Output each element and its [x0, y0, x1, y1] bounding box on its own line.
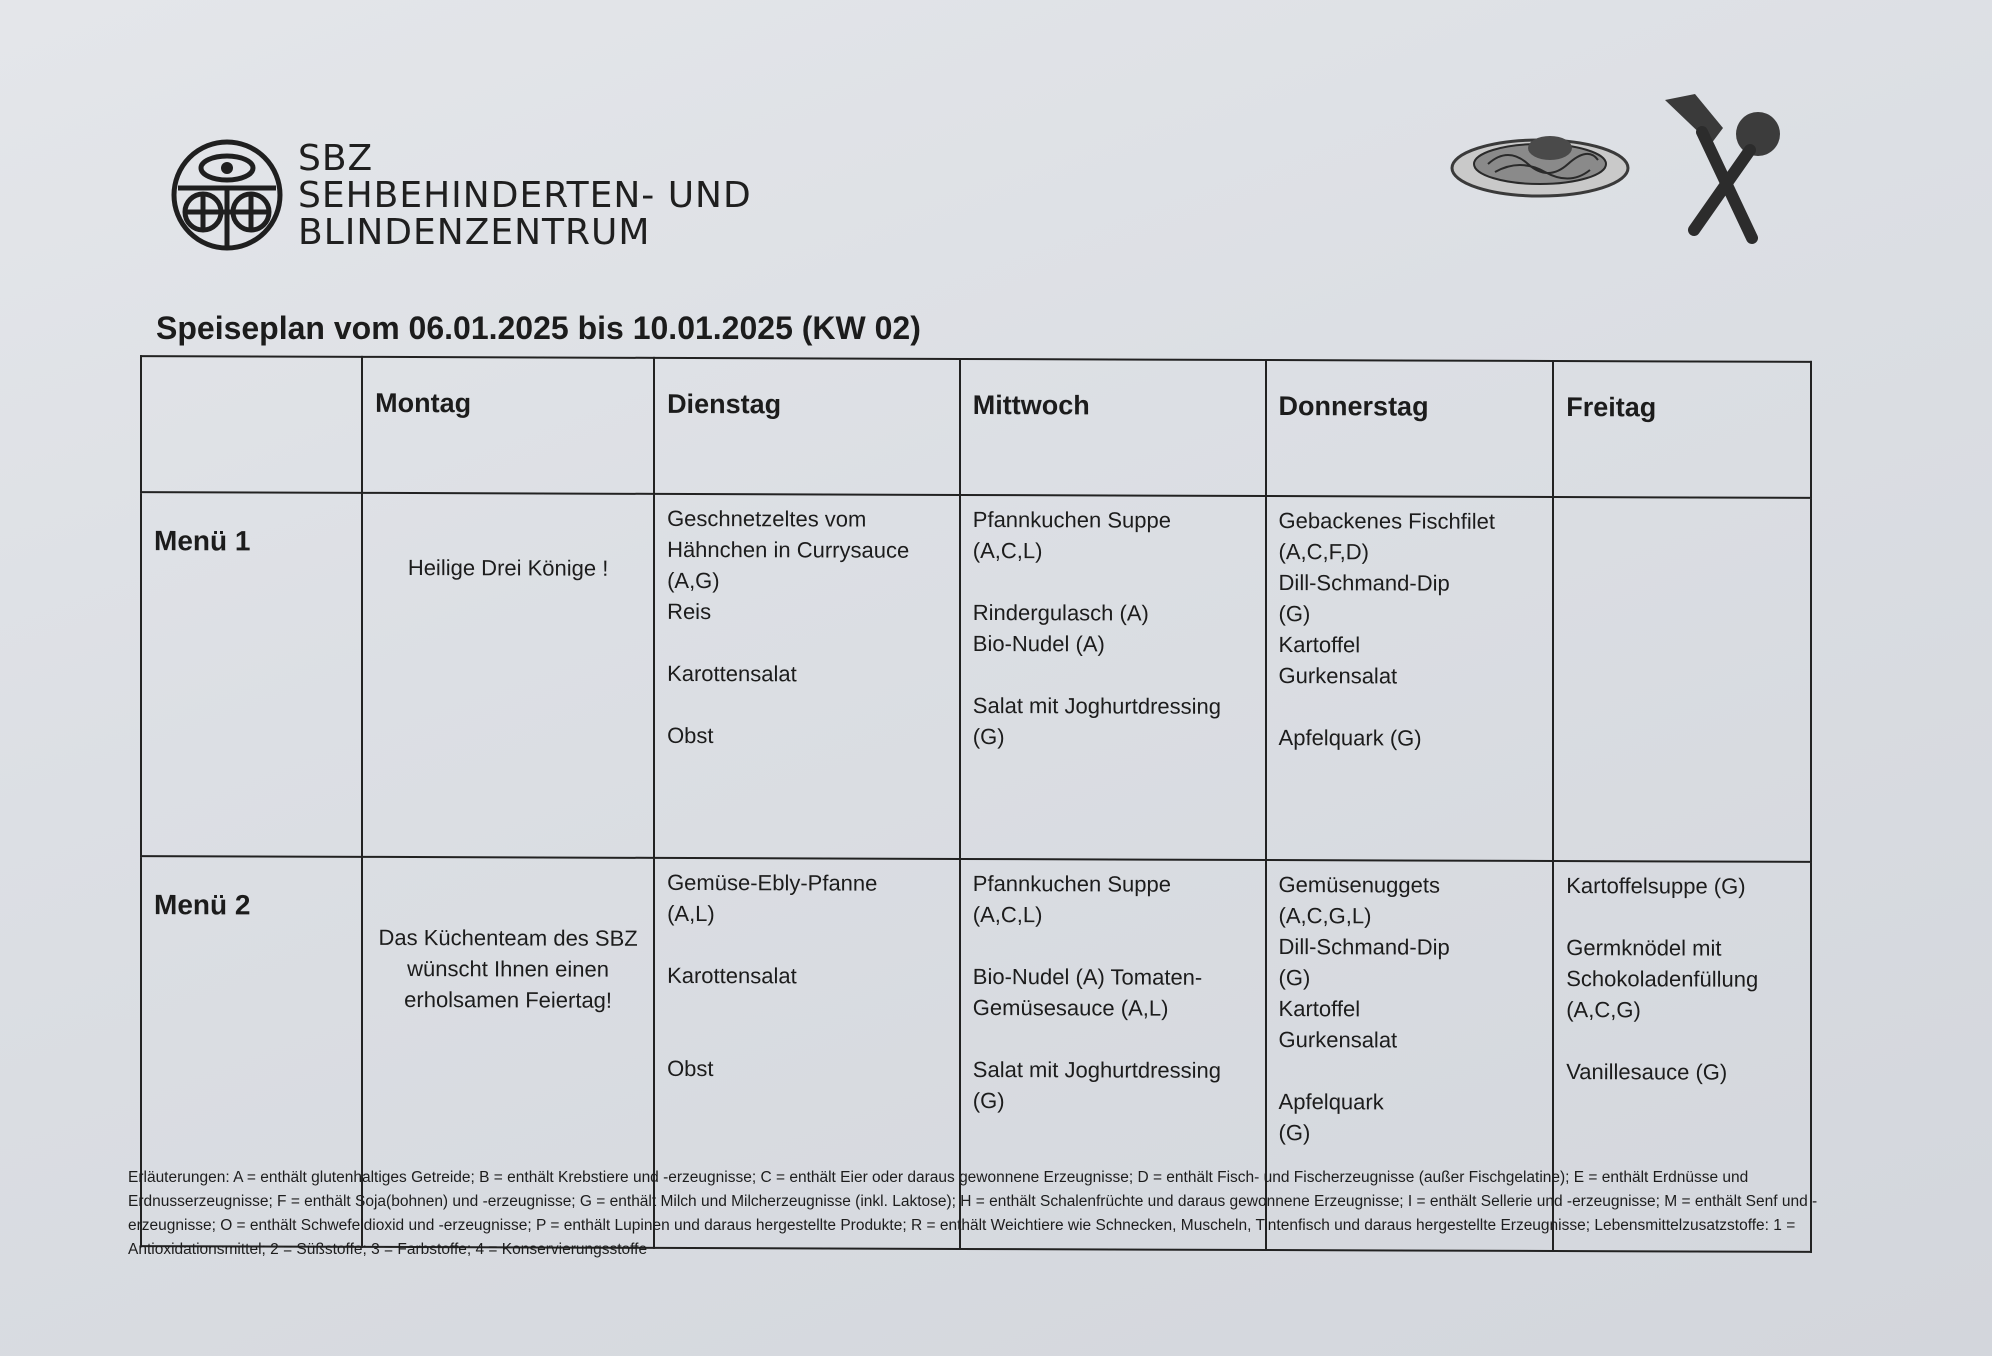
dish-line: Gemüsesauce (A,L) — [972, 994, 1169, 1021]
cell-spacer — [1279, 691, 1541, 723]
table-header-row — [141, 356, 1811, 498]
row-label-menu-1: Menü 1 — [141, 492, 362, 857]
dish-line: Bio-Nudel (A) Tomaten- — [972, 963, 1203, 990]
dish-line: Pfannkuchen Suppe — [972, 870, 1171, 897]
cell-spacer — [667, 929, 947, 961]
dish-line: Geschnetzeltes vom — [667, 505, 867, 532]
dish-line: Gemüsenuggets — [1278, 872, 1440, 898]
menu1-mittwoch-cell — [960, 495, 1266, 860]
dish-line: Pfannkuchen Suppe — [972, 506, 1171, 533]
dish-line: Gebackenes Fischfilet — [1278, 508, 1495, 534]
dish-line: Salat mit Joghurtdressing — [972, 1056, 1222, 1083]
dish-line: (A,L) — [667, 900, 715, 927]
dish-line: (A,C,L) — [972, 537, 1043, 564]
dish-line: Reis — [667, 598, 712, 625]
logo-line-3: BLINDENZENTRUM — [298, 211, 651, 253]
dish-line: (G) — [1278, 1120, 1311, 1146]
header-donnerstag: Donnerstag — [1266, 360, 1554, 497]
cell-spacer — [667, 689, 947, 721]
dish-line: Gemüse-Ebly-Pfanne — [667, 869, 878, 896]
dish-line: Germknödel mit — [1566, 935, 1722, 961]
dish-line: Schokoladenfüllung — [1566, 966, 1759, 992]
allergen-legend: Erläuterungen: A = enthält glutenhaltiges Getreide; B = enthält Krebstiere und -erzeugnisse; C = enthält Eier oder daraus gewonnene Erzeugnisse; D = enthält Fisch- und Fischerzeugnisse (außer Fischgelatine); E = enthält Erdnüsse und Erdnusserzeugnisse; F = enthält Soja(bohnen) und -erzeugnisse; G = enthält Milch und Milcherzeugnisse (inkl. Laktose); H = enthält Schalenfrüchte und daraus gewonnene Erzeugnisse; I = enthält Sellerie und -erzeugnisse; M = enthält Senf und -erzeugnisse; O = enthält Schwefeldioxid und -erzeugnisse; P = enthält Lupinen und daraus hergestellte Produkte; R = enthält Weichtiere wie Schnecken, Muscheln, Tintenfisch und daraus hergestellte Erzeugnisse; Lebensmittelzusatzstoffe: 1 = Antioxidationsmittel; 2 = Süßstoffe; 3 = Farbstoffe; 4 = Konservierungsstoffe — [128, 1169, 1818, 1258]
cell-spacer — [1566, 1025, 1798, 1057]
dish-line: (G) — [972, 1087, 1005, 1114]
dish-line: (A,C,F,D) — [1278, 539, 1369, 565]
menu1-donnerstag-cell — [1266, 496, 1554, 861]
dish-line: (G) — [1278, 965, 1311, 991]
logo-wordmark — [298, 137, 752, 253]
dish-line: Gurkensalat — [1278, 1027, 1398, 1053]
dish-line: Karottensalat — [667, 962, 797, 989]
dish-line: Kartoffel — [1278, 632, 1361, 658]
dish-line: Obst — [667, 1055, 714, 1082]
header-mittwoch: Mittwoch — [960, 359, 1266, 496]
dish-line: (G) — [1278, 601, 1311, 627]
menu1-dienstag-cell — [654, 494, 960, 859]
dish-line: (A,C,L) — [972, 901, 1043, 928]
menu1-freitag-cell — [1553, 497, 1811, 862]
row-label-menu-2: Menü 2 — [141, 856, 362, 1247]
dish-line: wünscht Ihnen einen — [407, 956, 609, 982]
cell-spacer — [973, 1023, 1253, 1055]
dish-line: Rindergulasch (A) — [972, 599, 1149, 626]
logo-line-1: SBZ — [298, 137, 374, 179]
dish-line: Hähnchen in Currysauce — [667, 536, 910, 563]
dish-line: Bio-Nudel (A) — [972, 630, 1105, 657]
page-title: Speiseplan vom 06.01.2025 bis 10.01.2025 (KW 02) — [156, 310, 921, 346]
header-montag: Montag — [362, 357, 654, 494]
sbz-logo-icon — [170, 138, 284, 252]
cell-spacer — [973, 930, 1253, 962]
dish-line: (A,C,G) — [1566, 997, 1641, 1023]
logo-line-2: SEHBEHINDERTEN- UND — [298, 174, 752, 216]
cell-spacer — [1279, 1055, 1541, 1087]
table-row-menu-1 — [141, 492, 1811, 862]
food-illustration — [1440, 92, 1800, 262]
dish-line: (A,G) — [667, 567, 720, 594]
cell-spacer — [973, 659, 1253, 691]
dish-line: Kartoffel — [1278, 996, 1361, 1022]
dish-line: Gurkensalat — [1278, 663, 1398, 689]
dish-line: Kartoffelsuppe (G) — [1566, 873, 1746, 899]
cell-spacer — [667, 627, 947, 659]
dish-line: (A,C,G,L) — [1278, 903, 1372, 929]
dish-line: Karottensalat — [667, 660, 797, 687]
cell-spacer — [1566, 901, 1798, 933]
dish-line: Dill-Schmand-Dip — [1278, 570, 1450, 596]
dish-line: erholsamen Feiertag! — [404, 987, 613, 1013]
menu1-montag-cell: Heilige Drei Könige ! — [362, 493, 654, 858]
cell-spacer — [667, 991, 947, 1023]
dish-line: Salat mit Joghurtdressing — [972, 692, 1222, 719]
header-freitag: Freitag — [1553, 361, 1811, 498]
sbz-logo — [170, 138, 752, 252]
cell-spacer — [973, 566, 1253, 598]
spaghetti-plate-icon — [1452, 136, 1628, 196]
dish-line: Dill-Schmand-Dip — [1278, 934, 1450, 960]
dish-line: (G) — [972, 723, 1005, 750]
dish-line: Obst — [667, 722, 714, 749]
header-dienstag: Dienstag — [654, 358, 960, 495]
cell-spacer — [667, 1022, 947, 1054]
dish-line: Vanillesauce (G) — [1566, 1059, 1728, 1085]
menu-table — [140, 355, 1812, 1253]
dish-line: Das Küchenteam des SBZ — [378, 924, 638, 951]
crossed-spoon-fork-icon — [1665, 94, 1780, 238]
dish-line: Apfelquark — [1278, 1089, 1384, 1115]
dish-line: Apfelquark (G) — [1278, 725, 1422, 751]
header-empty-cell — [141, 356, 362, 493]
